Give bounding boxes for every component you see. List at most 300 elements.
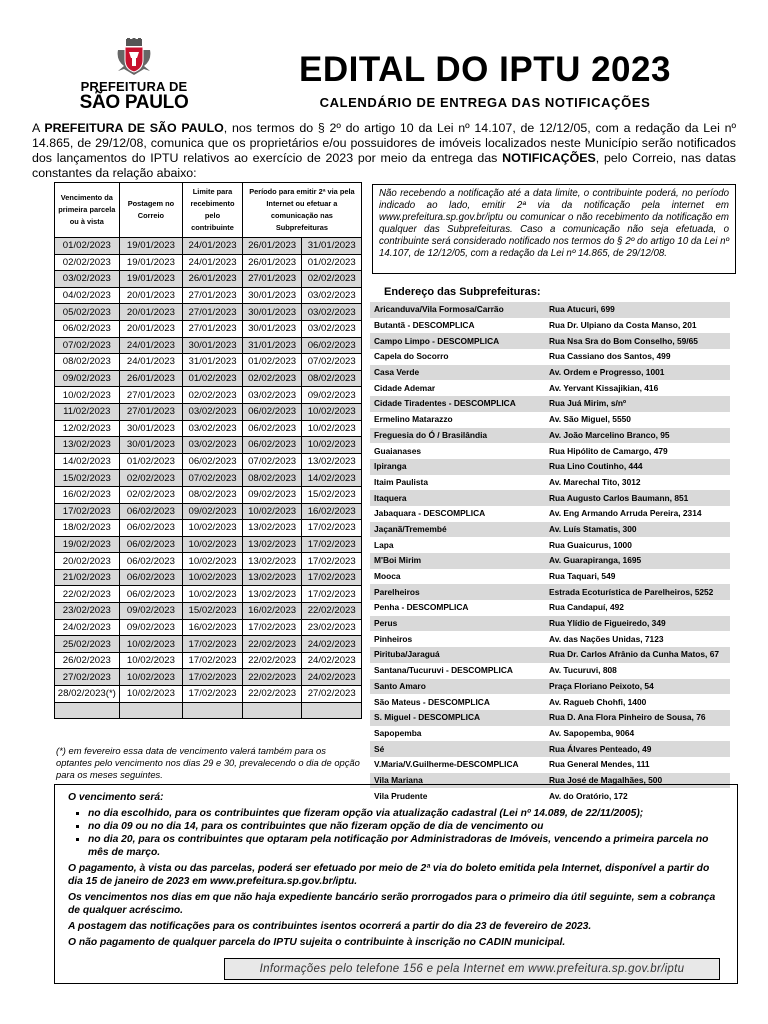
subprefeitura-row xyxy=(370,522,730,538)
cell-limite: 02/02/2023 xyxy=(183,387,243,404)
cell-limite: 10/02/2023 xyxy=(183,520,243,537)
cell-limite: 17/02/2023 xyxy=(183,652,243,669)
cell-periodo-fim: 10/02/2023 xyxy=(302,437,362,454)
cell-vencimento: 15/02/2023 xyxy=(55,470,120,487)
subprefeitura-name: Sapopemba xyxy=(370,726,545,742)
subprefeitura-row xyxy=(370,694,730,710)
cell-periodo-inicio: 13/02/2023 xyxy=(242,569,302,586)
cell-limite: 26/01/2023 xyxy=(183,271,243,288)
calendar-row xyxy=(55,536,362,553)
subprefeitura-name: M'Boi Mirim xyxy=(370,553,545,569)
cell-limite: 27/01/2023 xyxy=(183,304,243,321)
intro-text-1: , nos termos do § 2º do artigo 10 da Lei nº 14.107, de 12/12/05, com a redação da Lei nº 14.865, de 29/12/08, comunica que os proprietários e/ou possuidores de imóveis localizados neste Município serão notificados dos lançamentos do IPTU relativos ao exercício de 2023 por meio da entrega das xyxy=(32,121,736,165)
calendar-row xyxy=(55,603,362,620)
subprefeitura-row xyxy=(370,490,730,506)
subprefeitura-name: Lapa xyxy=(370,537,545,553)
subprefeitura-name: Ipiranga xyxy=(370,459,545,475)
cell-periodo-inicio: 03/02/2023 xyxy=(242,387,302,404)
subprefeitura-address: Rua Dr. Ulpiano da Costa Manso, 201 xyxy=(545,318,730,334)
subprefeitura-row xyxy=(370,349,730,365)
cell-limite: 16/02/2023 xyxy=(183,619,243,636)
cell-limite: 27/01/2023 xyxy=(183,287,243,304)
cell-vencimento: 19/02/2023 xyxy=(55,536,120,553)
subprefeitura-row xyxy=(370,475,730,491)
subprefeitura-address: Praça Floriano Peixoto, 54 xyxy=(545,679,730,695)
cell-periodo-fim: 08/02/2023 xyxy=(302,370,362,387)
prorrogacao-paragraph: Os vencimentos nos dias em que não haja expediente bancário serão prorrogados para o primeiro dia útil seguinte, sem a cobrança de qualquer acréscimo. xyxy=(68,892,716,916)
cell-limite: 15/02/2023 xyxy=(183,603,243,620)
cell-vencimento: 23/02/2023 xyxy=(55,603,120,620)
cell-postagem: 10/02/2023 xyxy=(119,636,183,653)
subprefeitura-row xyxy=(370,459,730,475)
cadin-paragraph: O não pagamento de qualquer parcela do IPTU sujeita o contribuinte à inscrição no CADIN municipal. xyxy=(68,937,566,948)
cell-postagem: 09/02/2023 xyxy=(119,603,183,620)
cell-postagem: 06/02/2023 xyxy=(119,503,183,520)
cell-limite: 17/02/2023 xyxy=(183,669,243,686)
cell-periodo-inicio: 08/02/2023 xyxy=(242,470,302,487)
cell-periodo-fim: 17/02/2023 xyxy=(302,553,362,570)
calendar-row xyxy=(55,420,362,437)
subprefeitura-name: Jaçanã/Tremembé xyxy=(370,522,545,538)
calendar-row xyxy=(55,669,362,686)
subprefeitura-name: Freguesia do Ó / Brasilândia xyxy=(370,428,545,444)
cell-vencimento: 17/02/2023 xyxy=(55,503,120,520)
calendar-row xyxy=(55,304,362,321)
cell-vencimento: 25/02/2023 xyxy=(55,636,120,653)
cell-periodo-fim: 24/02/2023 xyxy=(302,636,362,653)
page-title: EDITAL DO IPTU 2023 xyxy=(299,50,671,89)
calendar-row xyxy=(55,553,362,570)
logo-line-2: SÃO PAULO xyxy=(79,92,189,113)
subprefeitura-name: Butantã - DESCOMPLICA xyxy=(370,318,545,334)
cell-limite: 10/02/2023 xyxy=(183,553,243,570)
cell-periodo-fim: 17/02/2023 xyxy=(302,586,362,603)
calendar-row xyxy=(55,569,362,586)
cell-periodo-inicio: 02/02/2023 xyxy=(242,370,302,387)
intro-text-2: , pelo Correio, nas datas constantes da relação abaixo: xyxy=(32,151,736,180)
subprefeitura-address: Av. Yervant Kissajikian, 416 xyxy=(545,380,730,396)
calendar-row xyxy=(55,387,362,404)
subprefeitura-name: Jabaquara - DESCOMPLICA xyxy=(370,506,545,522)
subprefeitura-name: Itaim Paulista xyxy=(370,475,545,491)
cell-periodo-fim: 07/02/2023 xyxy=(302,354,362,371)
subprefeitura-name: Vila Prudente xyxy=(370,788,545,804)
cell-periodo-fim: 14/02/2023 xyxy=(302,470,362,487)
subprefeitura-row xyxy=(370,365,730,381)
subprefeitura-name: Guaianases xyxy=(370,443,545,459)
cell-periodo-inicio: 07/02/2023 xyxy=(242,453,302,470)
calendar-body xyxy=(55,238,362,719)
calendar-row xyxy=(55,320,362,337)
cell-vencimento: 18/02/2023 xyxy=(55,520,120,537)
subprefeitura-address: Rua José de Magalhães, 500 xyxy=(545,773,730,789)
cell-vencimento: 20/02/2023 xyxy=(55,553,120,570)
cell-postagem: 01/02/2023 xyxy=(119,453,183,470)
subprefeitura-row xyxy=(370,584,730,600)
subprefeitura-address: Rua Álvares Penteado, 49 xyxy=(545,741,730,757)
subprefeitura-name: São Mateus - DESCOMPLICA xyxy=(370,694,545,710)
cell-periodo-fim: 09/02/2023 xyxy=(302,387,362,404)
subprefeituras-table xyxy=(370,302,730,804)
cell-periodo-inicio: 22/02/2023 xyxy=(242,669,302,686)
cell-postagem: 19/01/2023 xyxy=(119,238,183,255)
cell-vencimento: 28/02/2023(*) xyxy=(55,686,120,703)
subprefeitura-name: Pinheiros xyxy=(370,631,545,647)
cell-periodo-inicio: 26/01/2023 xyxy=(242,254,302,271)
cell-periodo-fim: 03/02/2023 xyxy=(302,304,362,321)
subprefeitura-row xyxy=(370,428,730,444)
pagamento-paragraph: O pagamento, à vista ou das parcelas, poderá ser efetuado por meio de 2ª via do boleto emitida pela Internet, disponível a partir do dia 15 de janeiro de 2023 em www.prefeitura.sp.gov.br/iptu. xyxy=(68,863,710,887)
cell-vencimento: 06/02/2023 xyxy=(55,320,120,337)
subprefeitura-address: Rua Cassiano dos Santos, 499 xyxy=(545,349,730,365)
cell-limite: 08/02/2023 xyxy=(183,486,243,503)
calendar-row xyxy=(55,636,362,653)
cell-limite: 01/02/2023 xyxy=(183,370,243,387)
cell-postagem: 10/02/2023 xyxy=(119,686,183,703)
subprefeitura-address: Rua Juá Mirim, s/nº xyxy=(545,396,730,412)
calendar-row xyxy=(55,586,362,603)
subprefeitura-name: Casa Verde xyxy=(370,365,545,381)
cell-periodo-fim: 03/02/2023 xyxy=(302,320,362,337)
subprefeitura-address: Rua Augusto Carlos Baumann, 851 xyxy=(545,490,730,506)
vencimento-item: ▪ no dia 20, para os contribuintes que optaram pela notificação por Administradoras de Imóveis, vencendo a primeira parcela no mês de março. xyxy=(88,833,724,859)
subprefeitura-address: Av. Tucuruvi, 808 xyxy=(545,663,730,679)
cell-periodo-inicio: 26/01/2023 xyxy=(242,238,302,255)
cell-postagem: 20/01/2023 xyxy=(119,304,183,321)
cell-periodo-inicio: 30/01/2023 xyxy=(242,304,302,321)
cell-limite: 30/01/2023 xyxy=(183,337,243,354)
cell-postagem: 10/02/2023 xyxy=(119,669,183,686)
prefeitura-logo xyxy=(78,38,190,112)
cell-vencimento: 09/02/2023 xyxy=(55,370,120,387)
cell-limite: 07/02/2023 xyxy=(183,470,243,487)
cell-limite: 10/02/2023 xyxy=(183,586,243,603)
subprefeitura-name: Itaquera xyxy=(370,490,545,506)
logo-line-1: PREFEITURA DE xyxy=(80,79,188,94)
subprefeitura-row xyxy=(370,710,730,726)
calendar-row xyxy=(55,619,362,636)
subprefeitura-row xyxy=(370,553,730,569)
subprefeitura-address: Rua D. Ana Flora Pinheiro de Sousa, 76 xyxy=(545,710,730,726)
subprefeitura-name: Pirituba/Jaraguá xyxy=(370,647,545,663)
cell-limite: 24/01/2023 xyxy=(183,254,243,271)
intro-paragraph xyxy=(32,121,736,181)
cell-vencimento: 03/02/2023 xyxy=(55,271,120,288)
calendar-row xyxy=(55,287,362,304)
cell-periodo-fim: 01/02/2023 xyxy=(302,254,362,271)
cell-limite: 31/01/2023 xyxy=(183,354,243,371)
subprefeitura-address: Rua Taquari, 549 xyxy=(545,569,730,585)
subprefeitura-row xyxy=(370,741,730,757)
cell-postagem: 27/01/2023 xyxy=(119,403,183,420)
subprefeitura-name: Cidade Ademar xyxy=(370,380,545,396)
cell-periodo-inicio: 10/02/2023 xyxy=(242,503,302,520)
subprefeitura-address: Av. Sapopemba, 9064 xyxy=(545,726,730,742)
subprefeitura-row xyxy=(370,757,730,773)
cell-periodo-inicio: 31/01/2023 xyxy=(242,337,302,354)
calendar-row xyxy=(55,271,362,288)
subprefeitura-name: Campo Limpo - DESCOMPLICA xyxy=(370,333,545,349)
subprefeitura-address: Av. Ragueb Chohfi, 1400 xyxy=(545,694,730,710)
cell-vencimento: 01/02/2023 xyxy=(55,238,120,255)
cell-limite: 10/02/2023 xyxy=(183,569,243,586)
cell-postagem: 06/02/2023 xyxy=(119,569,183,586)
cell-periodo-fim: 24/02/2023 xyxy=(302,652,362,669)
calendar-row xyxy=(55,437,362,454)
cell-periodo-fim: 17/02/2023 xyxy=(302,569,362,586)
cell-postagem xyxy=(119,702,183,719)
cell-periodo-inicio: 06/02/2023 xyxy=(242,420,302,437)
subprefeitura-row xyxy=(370,302,730,318)
subprefeitura-row xyxy=(370,663,730,679)
subprefeitura-address: Rua Ylídio de Figueiredo, 349 xyxy=(545,616,730,632)
cell-periodo-inicio: 09/02/2023 xyxy=(242,486,302,503)
cell-periodo-fim: 27/02/2023 xyxy=(302,686,362,703)
subprefeitura-row xyxy=(370,396,730,412)
cell-vencimento: 04/02/2023 xyxy=(55,287,120,304)
cell-postagem: 10/02/2023 xyxy=(119,652,183,669)
subprefeitura-address: Av. Guarapiranga, 1695 xyxy=(545,553,730,569)
subprefeitura-address: Av. João Marcelino Branco, 95 xyxy=(545,428,730,444)
subprefeitura-address: Av. Ordem e Progresso, 1001 xyxy=(545,365,730,381)
calendar-row xyxy=(55,503,362,520)
cell-postagem: 24/01/2023 xyxy=(119,354,183,371)
subprefeitura-name: Mooca xyxy=(370,569,545,585)
cell-postagem: 06/02/2023 xyxy=(119,586,183,603)
cell-vencimento: 02/02/2023 xyxy=(55,254,120,271)
cell-vencimento: 11/02/2023 xyxy=(55,403,120,420)
info-bar: Informações pelo telefone 156 e pela Internet em www.prefeitura.sp.gov.br/iptu xyxy=(224,958,720,980)
vencimento-item: ▪ no dia escolhido, para os contribuintes que fizeram opção via atualização cadastral (Lei nº 14.089, de 22/11/2005); xyxy=(88,807,724,820)
subprefeitura-address: Rua Candapuí, 492 xyxy=(545,600,730,616)
subprefeituras-body xyxy=(370,302,730,804)
cell-periodo-inicio: 30/01/2023 xyxy=(242,320,302,337)
subprefeitura-row xyxy=(370,726,730,742)
cell-periodo-inicio: 01/02/2023 xyxy=(242,354,302,371)
cell-limite: 03/02/2023 xyxy=(183,403,243,420)
cell-vencimento: 26/02/2023 xyxy=(55,652,120,669)
col-header-vencimento: Vencimento da primeira parcela ou à vista xyxy=(55,183,120,238)
cell-periodo-inicio: 13/02/2023 xyxy=(242,553,302,570)
subprefeitura-address: Rua General Mendes, 111 xyxy=(545,757,730,773)
cell-vencimento: 24/02/2023 xyxy=(55,619,120,636)
subprefeitura-row xyxy=(370,679,730,695)
subprefeitura-row xyxy=(370,600,730,616)
subprefeitura-address: Rua Nsa Sra do Bom Conselho, 59/65 xyxy=(545,333,730,349)
subprefeituras-title: Endereço das Subprefeituras: xyxy=(384,286,541,298)
cell-postagem: 02/02/2023 xyxy=(119,470,183,487)
calendar-footnote: (*) em fevereiro essa data de vencimento valerá também para os optantes pelo vencimento nos dias 29 e 30, prevalecendo o dia de opção para os meses seguintes. xyxy=(56,745,360,780)
subprefeitura-name: Santo Amaro xyxy=(370,679,545,695)
cell-periodo-fim: 10/02/2023 xyxy=(302,403,362,420)
subprefeitura-name: Santana/Tucuruvi - DESCOMPLICA xyxy=(370,663,545,679)
cell-periodo-fim: 17/02/2023 xyxy=(302,520,362,537)
cell-limite: 27/01/2023 xyxy=(183,320,243,337)
cell-periodo-inicio: 06/02/2023 xyxy=(242,403,302,420)
col-header-limite: Limite para recebimento pelo contribuinte xyxy=(183,183,243,238)
cell-postagem: 24/01/2023 xyxy=(119,337,183,354)
cell-postagem: 06/02/2023 xyxy=(119,520,183,537)
subprefeitura-name: Cidade Tiradentes - DESCOMPLICA xyxy=(370,396,545,412)
cell-limite: 03/02/2023 xyxy=(183,420,243,437)
cell-periodo-inicio: 13/02/2023 xyxy=(242,536,302,553)
cell-vencimento: 14/02/2023 xyxy=(55,453,120,470)
subprefeitura-row xyxy=(370,631,730,647)
notice-box: Não recebendo a notificação até a data limite, o contribuinte poderá, no período indicado ao lado, emitir 2ª via da notificação pela internet em www.prefeitura.sp.gov.br/iptu ou comunicar o não recebimento da notificação em qualquer das Subprefeituras. Caso a comunicação não seja efetuada, o contribuinte será considerado notificado nos termos do § 2º do artigo 10 da Lei nº 14.107, de 12/12/05, com a redação da Lei nº 14.865, de 29/12/08. xyxy=(372,184,736,274)
cell-periodo-fim: 10/02/2023 xyxy=(302,420,362,437)
cell-periodo-fim: 22/02/2023 xyxy=(302,603,362,620)
cell-postagem: 30/01/2023 xyxy=(119,437,183,454)
cell-vencimento: 13/02/2023 xyxy=(55,437,120,454)
subprefeitura-name: Perus xyxy=(370,616,545,632)
cell-postagem: 20/01/2023 xyxy=(119,320,183,337)
cell-postagem: 19/01/2023 xyxy=(119,271,183,288)
subprefeitura-row xyxy=(370,647,730,663)
calendar-row xyxy=(55,370,362,387)
subprefeitura-address: Av. Marechal Tito, 3012 xyxy=(545,475,730,491)
subprefeitura-row xyxy=(370,569,730,585)
subprefeitura-row xyxy=(370,443,730,459)
cell-vencimento: 22/02/2023 xyxy=(55,586,120,603)
subprefeitura-address: Av. Luís Stamatis, 300 xyxy=(545,522,730,538)
cell-periodo-fim: 06/02/2023 xyxy=(302,337,362,354)
vencimento-item: ▪ no dia 09 ou no dia 14, para os contribuintes que não fizeram opção de dia de vencimento ou xyxy=(88,820,724,833)
subprefeitura-name: Parelheiros xyxy=(370,584,545,600)
cell-periodo-fim: 02/02/2023 xyxy=(302,271,362,288)
cell-postagem: 20/01/2023 xyxy=(119,287,183,304)
calendar-row xyxy=(55,254,362,271)
cell-limite: 17/02/2023 xyxy=(183,636,243,653)
cell-postagem: 02/02/2023 xyxy=(119,486,183,503)
col-header-postagem: Postagem no Correio xyxy=(119,183,183,238)
cell-vencimento: 16/02/2023 xyxy=(55,486,120,503)
subprefeitura-address: Rua Atucuri, 699 xyxy=(545,302,730,318)
subprefeitura-address: Rua Hipólito de Camargo, 479 xyxy=(545,443,730,459)
cell-periodo-fim: 31/01/2023 xyxy=(302,238,362,255)
subprefeitura-row xyxy=(370,318,730,334)
cell-limite: 03/02/2023 xyxy=(183,437,243,454)
calendar-row xyxy=(55,238,362,255)
subprefeitura-address: Av. São Miguel, 5550 xyxy=(545,412,730,428)
calendar-row xyxy=(55,686,362,703)
cell-vencimento: 10/02/2023 xyxy=(55,387,120,404)
calendar-row xyxy=(55,486,362,503)
cell-vencimento: 12/02/2023 xyxy=(55,420,120,437)
cell-limite xyxy=(183,702,243,719)
cell-postagem: 26/01/2023 xyxy=(119,370,183,387)
vencimento-list xyxy=(68,807,724,859)
cell-periodo-inicio: 30/01/2023 xyxy=(242,287,302,304)
cell-limite: 10/02/2023 xyxy=(183,536,243,553)
subprefeitura-name: Ermelino Matarazzo xyxy=(370,412,545,428)
subprefeitura-address: Estrada Ecoturística de Parelheiros, 5252 xyxy=(545,584,730,600)
intro-prefix: A xyxy=(32,121,45,135)
cell-vencimento xyxy=(55,702,120,719)
page-subtitle: CALENDÁRIO DE ENTREGA DAS NOTIFICAÇÕES xyxy=(319,95,651,110)
subprefeitura-address: Rua Guaicurus, 1000 xyxy=(545,537,730,553)
cell-postagem: 09/02/2023 xyxy=(119,619,183,636)
cell-periodo-inicio: 06/02/2023 xyxy=(242,437,302,454)
cell-vencimento: 08/02/2023 xyxy=(55,354,120,371)
cell-periodo-inicio: 13/02/2023 xyxy=(242,520,302,537)
cell-vencimento: 27/02/2023 xyxy=(55,669,120,686)
cell-periodo-fim xyxy=(302,702,362,719)
subprefeitura-name: V.Maria/V.Guilherme-DESCOMPLICA xyxy=(370,757,545,773)
cell-periodo-inicio: 16/02/2023 xyxy=(242,603,302,620)
intro-notificacoes: NOTIFICAÇÕES xyxy=(502,151,596,165)
cell-periodo-inicio: 22/02/2023 xyxy=(242,652,302,669)
cell-vencimento: 07/02/2023 xyxy=(55,337,120,354)
cell-postagem: 06/02/2023 xyxy=(119,536,183,553)
cell-periodo-fim: 15/02/2023 xyxy=(302,486,362,503)
intro-org: PREFEITURA DE SÃO PAULO xyxy=(44,121,224,135)
subprefeitura-row xyxy=(370,412,730,428)
subprefeitura-row xyxy=(370,616,730,632)
cell-vencimento: 21/02/2023 xyxy=(55,569,120,586)
subprefeitura-address: Rua Lino Coutinho, 444 xyxy=(545,459,730,475)
subprefeitura-name: S. Miguel - DESCOMPLICA xyxy=(370,710,545,726)
subprefeitura-address: Av. das Nações Unidas, 7123 xyxy=(545,631,730,647)
cell-postagem: 19/01/2023 xyxy=(119,254,183,271)
subprefeitura-address: Av. do Oratório, 172 xyxy=(545,788,730,804)
subprefeitura-address: Av. Eng Armando Arruda Pereira, 2314 xyxy=(545,506,730,522)
subprefeitura-name: Sé xyxy=(370,741,545,757)
subprefeitura-address: Rua Dr. Carlos Afrânio da Cunha Matos, 67 xyxy=(545,647,730,663)
cell-vencimento: 05/02/2023 xyxy=(55,304,120,321)
subprefeitura-name: Vila Mariana xyxy=(370,773,545,789)
cell-postagem: 27/01/2023 xyxy=(119,387,183,404)
cell-periodo-inicio xyxy=(242,702,302,719)
cell-limite: 06/02/2023 xyxy=(183,453,243,470)
cell-limite: 24/01/2023 xyxy=(183,238,243,255)
cell-postagem: 06/02/2023 xyxy=(119,553,183,570)
cell-periodo-fim: 13/02/2023 xyxy=(302,453,362,470)
subprefeitura-name: Penha - DESCOMPLICA xyxy=(370,600,545,616)
calendar-row xyxy=(55,337,362,354)
calendar-table xyxy=(54,182,362,719)
cell-periodo-inicio: 22/02/2023 xyxy=(242,636,302,653)
col-header-periodo: Período para emitir 2ª via pela Internet ou efetuar a comunicação nas Subprefeituras xyxy=(242,183,361,238)
cell-periodo-inicio: 17/02/2023 xyxy=(242,619,302,636)
cell-periodo-fim: 17/02/2023 xyxy=(302,536,362,553)
cell-periodo-fim: 24/02/2023 xyxy=(302,669,362,686)
subprefeitura-row xyxy=(370,380,730,396)
calendar-row xyxy=(55,520,362,537)
cell-periodo-inicio: 13/02/2023 xyxy=(242,586,302,603)
subprefeitura-name: Aricanduva/Vila Formosa/Carrão xyxy=(370,302,545,318)
calendar-row xyxy=(55,470,362,487)
cell-limite: 17/02/2023 xyxy=(183,686,243,703)
subprefeitura-row xyxy=(370,537,730,553)
cell-periodo-fim: 23/02/2023 xyxy=(302,619,362,636)
calendar-row xyxy=(55,453,362,470)
cell-limite: 09/02/2023 xyxy=(183,503,243,520)
subprefeitura-row xyxy=(370,506,730,522)
subprefeitura-row xyxy=(370,333,730,349)
coat-of-arms-icon xyxy=(114,38,154,76)
vencimento-box xyxy=(54,784,738,984)
cell-periodo-fim: 03/02/2023 xyxy=(302,287,362,304)
cell-periodo-fim: 16/02/2023 xyxy=(302,503,362,520)
cell-periodo-inicio: 22/02/2023 xyxy=(242,686,302,703)
cell-postagem: 30/01/2023 xyxy=(119,420,183,437)
calendar-row xyxy=(55,403,362,420)
vencimento-title: O vencimento será: xyxy=(68,792,164,803)
cell-periodo-inicio: 27/01/2023 xyxy=(242,271,302,288)
calendar-row xyxy=(55,354,362,371)
subprefeitura-name: Capela do Socorro xyxy=(370,349,545,365)
calendar-row xyxy=(55,652,362,669)
